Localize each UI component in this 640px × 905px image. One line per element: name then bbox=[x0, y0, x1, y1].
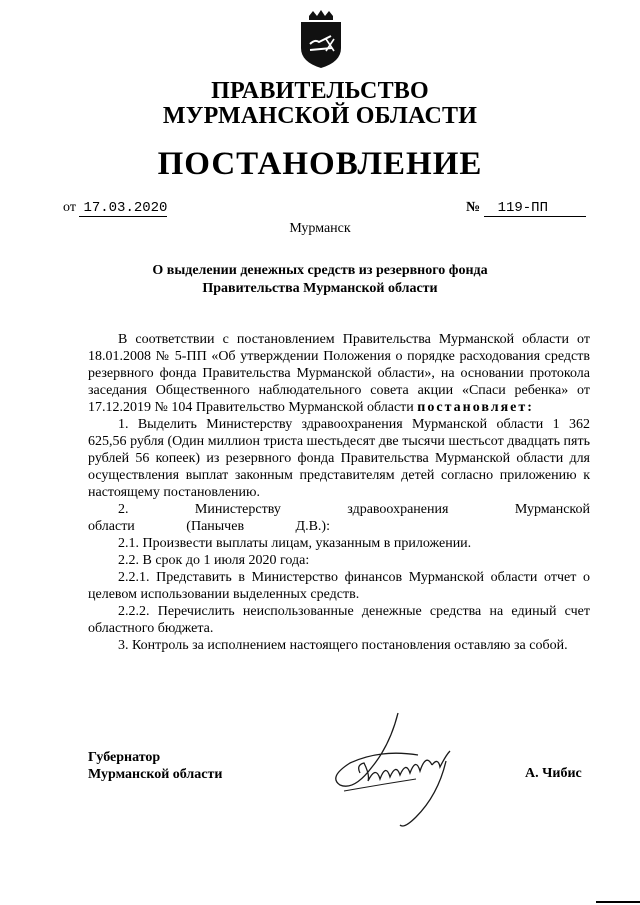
org-name-line1: ПРАВИТЕЛЬСТВО bbox=[211, 78, 429, 104]
decrees-word: постановляет: bbox=[417, 400, 534, 415]
paragraph-2-2-1: 2.2.1. Представить в Министерство финансов Мурманской области отчет о целевом использовании выделенных средств. bbox=[88, 570, 590, 602]
number-prefix: № bbox=[466, 200, 481, 215]
date-row bbox=[63, 200, 167, 217]
paragraph-3: 3. Контроль за исполнением настоящего постановления оставляю за собой. bbox=[118, 638, 568, 653]
paragraph-2: 2. Министерству здравоохранения Мурманской области (Панычев Д.В.): bbox=[88, 502, 590, 534]
document-body bbox=[88, 331, 590, 654]
city: Мурманск bbox=[289, 221, 351, 236]
subject bbox=[0, 262, 640, 298]
preamble bbox=[88, 331, 590, 416]
subject-line1: О выделении денежных средств из резервного фонда bbox=[152, 263, 488, 278]
number-row bbox=[466, 200, 586, 217]
coat-of-arms-icon bbox=[296, 8, 346, 70]
document-number: 119-ПП bbox=[484, 200, 586, 217]
handwritten-signature bbox=[320, 705, 470, 845]
document-date: 17.03.2020 bbox=[79, 200, 167, 217]
signatory-name: А. Чибис bbox=[525, 766, 582, 781]
signatory-title-line2: Мурманской области bbox=[88, 767, 223, 782]
subject-line2: Правительства Мурманской области bbox=[202, 281, 438, 296]
paragraph-1: 1. Выделить Министерству здравоохранения Мурманской области 1 362 625,56 рубля (Один миллион триста шестьдесят две тысячи шестьсот двадцать пять рублей 56 копеек) из резервного фонда Правительства Мурманской области для осуществления выплат законным представителям детей согласно приложению к настоящему постановлению. bbox=[88, 417, 590, 500]
signatory-title-line1: Губернатор bbox=[88, 750, 161, 765]
footer-rule bbox=[596, 901, 640, 903]
signatory-title bbox=[88, 749, 222, 783]
date-prefix: от bbox=[63, 200, 76, 215]
paragraph-2-1: 2.1. Произвести выплаты лицам, указанным в приложении. bbox=[118, 536, 472, 551]
paragraph-2-2-2: 2.2.2. Перечислить неиспользованные денежные средства на единый счет областного бюджета. bbox=[88, 604, 590, 636]
preamble-text: В соответствии с постановлением Правительства Мурманской области от 18.01.2008 № 5-ПП «Об утверждении Положения о порядке расходования средств резервного фонда Правительства Мурманской области», на основании протокола заседания Общественного наблюдательного совета акции «Спаси ребенка» от 17.12.2019 № 104 Правительство Мурманской области bbox=[88, 332, 590, 415]
paragraph-2-2: 2.2. В срок до 1 июля 2020 года: bbox=[118, 553, 310, 568]
org-name-line2: МУРМАНСКОЙ ОБЛАСТИ bbox=[162, 103, 478, 129]
document-type: ПОСТАНОВЛЕНИЕ bbox=[157, 146, 483, 182]
